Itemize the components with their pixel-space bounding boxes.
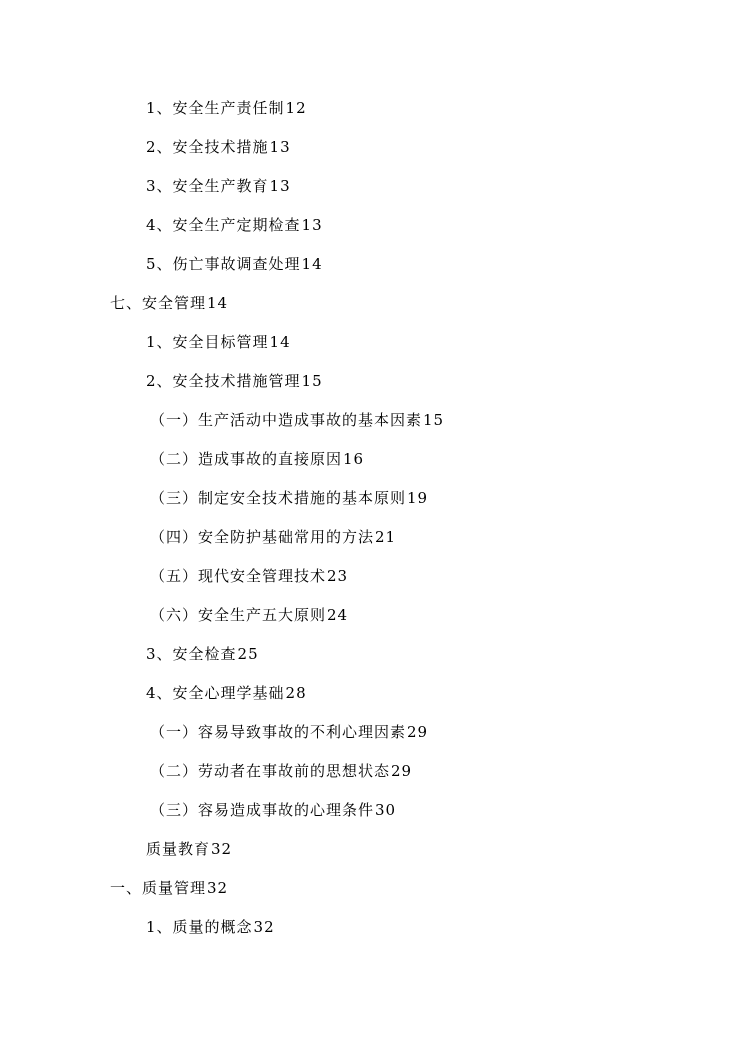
toc-entry-page-number: 23: [327, 567, 349, 585]
toc-entry[interactable]: [0, 252, 744, 291]
toc-entry-page-number: 15: [301, 372, 323, 390]
toc-entry-title: （三）制定安全技术措施的基本原则: [150, 489, 407, 507]
toc-entry[interactable]: [0, 96, 744, 135]
toc-entry-page-number: 28: [285, 684, 307, 702]
toc-entry-title: 5、伤亡事故调查处理: [146, 255, 301, 273]
table-of-contents: [0, 96, 744, 954]
toc-subsection-entry[interactable]: [0, 720, 744, 759]
toc-entry-page-number: 13: [301, 216, 323, 234]
toc-entry-title: 2、安全技术措施管理: [146, 372, 301, 390]
toc-entry-page-number: 29: [407, 723, 429, 741]
toc-entry-page-number: 14: [269, 333, 291, 351]
toc-subsection-entry[interactable]: [0, 759, 744, 798]
toc-entry-title: 4、安全心理学基础: [146, 684, 285, 702]
toc-entry-title: （四）安全防护基础常用的方法: [150, 528, 375, 546]
toc-entry-title: 4、安全生产定期检查: [146, 216, 301, 234]
toc-entry-page-number: 29: [391, 762, 413, 780]
toc-entry-page-number: 32: [211, 840, 233, 858]
toc-entry-title: 1、质量的概念: [146, 918, 253, 936]
toc-entry-page-number: 32: [207, 879, 229, 897]
toc-entry[interactable]: [0, 837, 744, 876]
toc-subsection-entry[interactable]: [0, 447, 744, 486]
toc-entry-title: 一、质量管理: [110, 879, 207, 897]
toc-entry-title: （六）安全生产五大原则: [150, 606, 327, 624]
toc-entry-page-number: 19: [407, 489, 429, 507]
toc-entry-title: （二）造成事故的直接原因: [150, 450, 343, 468]
toc-entry-title: 3、安全生产教育: [146, 177, 269, 195]
toc-entry-page-number: 30: [375, 801, 397, 819]
toc-entry-page-number: 16: [343, 450, 365, 468]
toc-entry-title: 1、安全生产责任制: [146, 99, 285, 117]
toc-subsection-entry[interactable]: [0, 564, 744, 603]
toc-entry[interactable]: [0, 330, 744, 369]
toc-entry[interactable]: [0, 915, 744, 954]
toc-subsection-entry[interactable]: [0, 798, 744, 837]
toc-entry-page-number: 14: [301, 255, 323, 273]
toc-chapter-entry[interactable]: [0, 876, 744, 915]
toc-entry-page-number: 14: [207, 294, 229, 312]
toc-entry-page-number: 21: [375, 528, 397, 546]
toc-entry[interactable]: [0, 174, 744, 213]
toc-entry[interactable]: [0, 135, 744, 174]
toc-subsection-entry[interactable]: [0, 486, 744, 525]
toc-entry-title: （一）容易导致事故的不利心理因素: [150, 723, 407, 741]
toc-entry-title: 2、安全技术措施: [146, 138, 269, 156]
toc-entry-page-number: 32: [253, 918, 275, 936]
toc-entry-page-number: 24: [327, 606, 349, 624]
toc-entry[interactable]: [0, 369, 744, 408]
toc-entry-page-number: 13: [269, 177, 291, 195]
toc-entry[interactable]: [0, 642, 744, 681]
toc-entry-title: （五）现代安全管理技术: [150, 567, 327, 585]
toc-chapter-entry[interactable]: [0, 291, 744, 330]
toc-entry[interactable]: [0, 681, 744, 720]
toc-entry-title: （二）劳动者在事故前的思想状态: [150, 762, 391, 780]
toc-entry-title: 质量教育: [146, 840, 211, 858]
toc-entry-title: 1、安全目标管理: [146, 333, 269, 351]
toc-entry-title: （三）容易造成事故的心理条件: [150, 801, 375, 819]
toc-entry[interactable]: [0, 213, 744, 252]
toc-entry-page-number: 25: [237, 645, 259, 663]
toc-entry-title: 3、安全检查: [146, 645, 237, 663]
toc-subsection-entry[interactable]: [0, 525, 744, 564]
toc-entry-page-number: 12: [285, 99, 307, 117]
toc-entry-title: （一）生产活动中造成事故的基本因素: [150, 411, 423, 429]
toc-entry-page-number: 13: [269, 138, 291, 156]
toc-entry-page-number: 15: [423, 411, 445, 429]
toc-subsection-entry[interactable]: [0, 408, 744, 447]
toc-subsection-entry[interactable]: [0, 603, 744, 642]
toc-entry-title: 七、安全管理: [110, 294, 207, 312]
